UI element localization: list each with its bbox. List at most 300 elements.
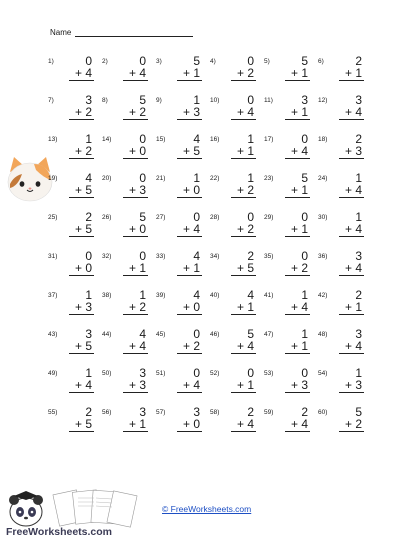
name-row <box>50 27 193 37</box>
problem-top-operand: 0 <box>301 249 308 263</box>
problem-number: 27) <box>156 214 166 221</box>
problem-bottom-operand: + 1 <box>182 66 200 80</box>
problem-item <box>318 171 368 201</box>
problem-bottom-operand: + 4 <box>74 378 92 392</box>
problem-item <box>102 93 152 123</box>
problem-answer-line <box>339 431 364 432</box>
problem-answer-line <box>123 431 148 432</box>
problem-top-operand: 0 <box>193 327 200 341</box>
problem-item <box>264 249 314 279</box>
problem-number: 32) <box>102 253 112 260</box>
problem-item <box>318 288 368 318</box>
problem-bottom-operand: + 2 <box>344 417 362 431</box>
problem-top-operand: 4 <box>247 288 254 302</box>
problem-bottom-operand: + 3 <box>128 183 146 197</box>
problem-item <box>156 210 206 240</box>
problem-top-operand: 0 <box>139 249 146 263</box>
problem-answer-line <box>177 353 202 354</box>
problem-bottom-operand: + 4 <box>344 105 362 119</box>
problem-item <box>318 210 368 240</box>
problem-item <box>102 288 152 318</box>
problem-item <box>318 132 368 162</box>
problem-top-operand: 3 <box>355 327 362 341</box>
problem-item <box>102 132 152 162</box>
problem-bottom-operand: + 3 <box>290 378 308 392</box>
problem-answer-line <box>123 119 148 120</box>
problem-bottom-operand: + 0 <box>182 183 200 197</box>
problem-answer-line <box>231 80 256 81</box>
problem-bottom-operand: + 1 <box>236 144 254 158</box>
problem-item <box>156 366 206 396</box>
problem-item <box>48 210 98 240</box>
problem-answer-line <box>231 431 256 432</box>
problem-top-operand: 2 <box>355 54 362 68</box>
problem-top-operand: 0 <box>247 93 254 107</box>
problem-bottom-operand: + 5 <box>74 183 92 197</box>
problem-answer-line <box>123 353 148 354</box>
problem-answer-line <box>339 80 364 81</box>
problem-top-operand: 2 <box>247 249 254 263</box>
problem-bottom-operand: + 0 <box>182 300 200 314</box>
problem-bottom-operand: + 1 <box>236 378 254 392</box>
problem-answer-line <box>123 392 148 393</box>
problem-answer-line <box>339 314 364 315</box>
problem-bottom-operand: + 4 <box>128 66 146 80</box>
problem-answer-line <box>231 275 256 276</box>
problem-item <box>156 405 206 435</box>
problem-number: 13) <box>48 136 58 143</box>
problem-number: 10) <box>210 97 220 104</box>
problem-item <box>102 366 152 396</box>
problem-answer-line <box>177 314 202 315</box>
problem-top-operand: 1 <box>301 288 308 302</box>
problem-top-operand: 1 <box>193 93 200 107</box>
problem-number: 56) <box>102 409 112 416</box>
problem-bottom-operand: + 3 <box>344 144 362 158</box>
problem-number: 37) <box>48 292 58 299</box>
problem-item <box>156 93 206 123</box>
problem-number: 42) <box>318 292 328 299</box>
panda-icon <box>9 491 43 526</box>
problem-item <box>318 54 368 84</box>
problem-number: 22) <box>210 175 220 182</box>
problem-number: 53) <box>264 370 274 377</box>
problem-answer-line <box>123 158 148 159</box>
problem-number: 51) <box>156 370 166 377</box>
problem-top-operand: 3 <box>193 405 200 419</box>
problem-number: 36) <box>318 253 328 260</box>
problem-top-operand: 0 <box>247 54 254 68</box>
problem-answer-line <box>231 197 256 198</box>
problem-answer-line <box>285 314 310 315</box>
problem-bottom-operand: + 1 <box>344 300 362 314</box>
problem-bottom-operand: + 4 <box>344 183 362 197</box>
problem-number: 59) <box>264 409 274 416</box>
problem-answer-line <box>177 236 202 237</box>
problem-number: 12) <box>318 97 328 104</box>
problem-top-operand: 3 <box>85 327 92 341</box>
problem-bottom-operand: + 2 <box>128 105 146 119</box>
problem-number: 46) <box>210 331 220 338</box>
problem-bottom-operand: + 1 <box>182 261 200 275</box>
problem-number: 48) <box>318 331 328 338</box>
problem-top-operand: 1 <box>139 288 146 302</box>
footer-link[interactable]: © FreeWorksheets.com <box>162 504 252 514</box>
problem-top-operand: 2 <box>355 132 362 146</box>
problem-item <box>318 327 368 357</box>
problem-answer-line <box>285 80 310 81</box>
problem-answer-line <box>123 314 148 315</box>
problem-top-operand: 1 <box>85 132 92 146</box>
problem-answer-line <box>231 119 256 120</box>
problem-number: 6) <box>318 58 324 65</box>
problem-number: 8) <box>102 97 108 104</box>
problem-bottom-operand: + 2 <box>290 261 308 275</box>
problem-item <box>264 288 314 318</box>
problem-top-operand: 0 <box>139 171 146 185</box>
problem-bottom-operand: + 5 <box>182 144 200 158</box>
problem-top-operand: 5 <box>139 93 146 107</box>
problem-item <box>156 288 206 318</box>
problem-item <box>210 132 260 162</box>
problem-item <box>264 93 314 123</box>
problem-number: 3) <box>156 58 162 65</box>
problem-item <box>102 210 152 240</box>
problem-number: 9) <box>156 97 162 104</box>
problem-item <box>264 54 314 84</box>
problem-number: 34) <box>210 253 220 260</box>
problem-number: 49) <box>48 370 58 377</box>
problem-item <box>48 54 98 84</box>
problem-number: 54) <box>318 370 328 377</box>
problem-number: 60) <box>318 409 328 416</box>
problem-item <box>156 132 206 162</box>
problem-top-operand: 5 <box>247 327 254 341</box>
problem-number: 52) <box>210 370 220 377</box>
problem-item <box>210 288 260 318</box>
problem-item <box>264 366 314 396</box>
problem-number: 33) <box>156 253 166 260</box>
problem-bottom-operand: + 4 <box>344 261 362 275</box>
problem-number: 11) <box>264 97 273 104</box>
problem-top-operand: 2 <box>301 405 308 419</box>
problem-answer-line <box>285 158 310 159</box>
problem-bottom-operand: + 4 <box>290 144 308 158</box>
problem-top-operand: 2 <box>247 405 254 419</box>
problem-answer-line <box>339 275 364 276</box>
problem-item <box>210 366 260 396</box>
problem-bottom-operand: + 1 <box>128 261 146 275</box>
problem-number: 31) <box>48 253 58 260</box>
problem-answer-line <box>285 431 310 432</box>
name-label: Name <box>50 28 72 37</box>
problem-top-operand: 3 <box>301 93 308 107</box>
problem-answer-line <box>123 197 148 198</box>
problem-number: 16) <box>210 136 220 143</box>
name-line <box>75 27 193 37</box>
problem-bottom-operand: + 4 <box>74 66 92 80</box>
problem-number: 57) <box>156 409 166 416</box>
problem-number: 17) <box>264 136 274 143</box>
problem-top-operand: 1 <box>355 366 362 380</box>
problem-answer-line <box>339 236 364 237</box>
problem-bottom-operand: + 4 <box>236 105 254 119</box>
problem-number: 14) <box>102 136 112 143</box>
problem-answer-line <box>231 158 256 159</box>
problem-item <box>318 93 368 123</box>
problem-answer-line <box>177 158 202 159</box>
problem-number: 5) <box>264 58 270 65</box>
problem-top-operand: 0 <box>139 132 146 146</box>
problem-bottom-operand: + 0 <box>128 222 146 236</box>
problem-bottom-operand: + 4 <box>290 300 308 314</box>
problem-bottom-operand: + 1 <box>290 183 308 197</box>
problem-item <box>210 405 260 435</box>
problem-item <box>210 210 260 240</box>
problem-top-operand: 1 <box>247 171 254 185</box>
problem-bottom-operand: + 5 <box>74 339 92 353</box>
problem-top-operand: 0 <box>301 366 308 380</box>
problem-top-operand: 0 <box>193 210 200 224</box>
problem-bottom-operand: + 1 <box>290 339 308 353</box>
footer-logo <box>4 488 150 538</box>
problem-item <box>264 327 314 357</box>
problem-top-operand: 1 <box>301 327 308 341</box>
problem-number: 18) <box>318 136 328 143</box>
problem-bottom-operand: + 2 <box>236 183 254 197</box>
problem-number: 45) <box>156 331 166 338</box>
problem-answer-line <box>69 158 94 159</box>
problem-number: 4) <box>210 58 216 65</box>
problem-top-operand: 3 <box>139 405 146 419</box>
problem-number: 28) <box>210 214 220 221</box>
problem-bottom-operand: + 1 <box>290 105 308 119</box>
problem-item <box>210 93 260 123</box>
problem-answer-line <box>231 392 256 393</box>
problem-top-operand: 5 <box>193 54 200 68</box>
problem-bottom-operand: + 5 <box>236 261 254 275</box>
problem-answer-line <box>177 197 202 198</box>
problem-bottom-operand: + 3 <box>74 300 92 314</box>
problem-answer-line <box>69 353 94 354</box>
problem-item <box>48 93 98 123</box>
problem-answer-line <box>285 353 310 354</box>
problem-bottom-operand: + 2 <box>74 105 92 119</box>
problem-item <box>264 210 314 240</box>
problem-answer-line <box>123 80 148 81</box>
problem-top-operand: 0 <box>85 249 92 263</box>
problem-bottom-operand: + 4 <box>236 417 254 431</box>
problem-number: 1) <box>48 58 54 65</box>
problem-item <box>102 327 152 357</box>
problem-number: 21) <box>156 175 166 182</box>
problem-answer-line <box>231 353 256 354</box>
problem-top-operand: 2 <box>85 210 92 224</box>
problem-top-operand: 5 <box>301 54 308 68</box>
problem-bottom-operand: + 1 <box>344 66 362 80</box>
problem-number: 29) <box>264 214 274 221</box>
problem-answer-line <box>123 275 148 276</box>
problem-item <box>48 288 98 318</box>
problem-top-operand: 0 <box>247 210 254 224</box>
problem-top-operand: 1 <box>193 171 200 185</box>
problem-answer-line <box>285 275 310 276</box>
problem-bottom-operand: + 4 <box>182 222 200 236</box>
problem-top-operand: 4 <box>193 132 200 146</box>
problem-answer-line <box>69 80 94 81</box>
problem-top-operand: 3 <box>139 366 146 380</box>
problem-item <box>264 132 314 162</box>
problem-top-operand: 5 <box>355 405 362 419</box>
problem-bottom-operand: + 3 <box>344 378 362 392</box>
problem-bottom-operand: + 4 <box>128 339 146 353</box>
problem-top-operand: 2 <box>355 288 362 302</box>
problem-top-operand: 3 <box>85 93 92 107</box>
problem-top-operand: 0 <box>301 132 308 146</box>
problem-top-operand: 3 <box>355 93 362 107</box>
problem-answer-line <box>231 236 256 237</box>
problem-answer-line <box>69 236 94 237</box>
problem-answer-line <box>339 353 364 354</box>
problem-top-operand: 0 <box>193 366 200 380</box>
problem-top-operand: 4 <box>193 249 200 263</box>
problem-bottom-operand: + 2 <box>236 66 254 80</box>
problem-answer-line <box>285 236 310 237</box>
problem-top-operand: 4 <box>193 288 200 302</box>
problem-item <box>318 366 368 396</box>
problem-top-operand: 0 <box>247 366 254 380</box>
problem-bottom-operand: + 0 <box>128 144 146 158</box>
problem-item <box>102 249 152 279</box>
problem-bottom-operand: + 4 <box>182 378 200 392</box>
problem-number: 50) <box>102 370 112 377</box>
problems-grid <box>48 54 368 431</box>
problem-answer-line <box>177 275 202 276</box>
problem-item <box>156 249 206 279</box>
problem-number: 40) <box>210 292 220 299</box>
problem-bottom-operand: + 1 <box>128 417 146 431</box>
problem-item <box>210 327 260 357</box>
problem-number: 44) <box>102 331 112 338</box>
problem-top-operand: 1 <box>85 288 92 302</box>
problem-number: 24) <box>318 175 328 182</box>
problem-bottom-operand: + 3 <box>182 105 200 119</box>
problem-bottom-operand: + 2 <box>236 222 254 236</box>
problem-bottom-operand: + 3 <box>128 378 146 392</box>
problem-bottom-operand: + 4 <box>344 222 362 236</box>
problem-number: 25) <box>48 214 58 221</box>
problem-item <box>156 171 206 201</box>
problem-bottom-operand: + 2 <box>128 300 146 314</box>
problem-number: 15) <box>156 136 166 143</box>
problem-answer-line <box>177 119 202 120</box>
problem-top-operand: 0 <box>85 54 92 68</box>
problem-item <box>48 366 98 396</box>
problem-top-operand: 2 <box>85 405 92 419</box>
problem-answer-line <box>177 392 202 393</box>
problem-item <box>102 54 152 84</box>
problem-item <box>264 405 314 435</box>
problem-answer-line <box>285 392 310 393</box>
problem-top-operand: 1 <box>85 366 92 380</box>
problem-answer-line <box>123 236 148 237</box>
problem-item <box>264 171 314 201</box>
problem-number: 58) <box>210 409 220 416</box>
problem-number: 20) <box>102 175 112 182</box>
problem-item <box>318 249 368 279</box>
problem-answer-line <box>339 197 364 198</box>
problem-bottom-operand: + 4 <box>236 339 254 353</box>
problem-top-operand: 3 <box>355 249 362 263</box>
problem-answer-line <box>339 392 364 393</box>
problem-bottom-operand: + 1 <box>236 300 254 314</box>
problem-top-operand: 0 <box>139 54 146 68</box>
problem-item <box>102 171 152 201</box>
problem-number: 39) <box>156 292 166 299</box>
problem-bottom-operand: + 0 <box>74 261 92 275</box>
problem-item <box>318 405 368 435</box>
problem-number: 19) <box>48 175 58 182</box>
problem-item <box>102 405 152 435</box>
problem-top-operand: 4 <box>139 327 146 341</box>
problem-bottom-operand: + 5 <box>74 417 92 431</box>
problem-item <box>210 171 260 201</box>
problem-answer-line <box>339 119 364 120</box>
problem-number: 7) <box>48 97 54 104</box>
problem-bottom-operand: + 1 <box>290 222 308 236</box>
problem-item <box>210 54 260 84</box>
worksheet-thumbnails-icon <box>53 490 137 527</box>
problem-item <box>48 171 98 201</box>
problem-bottom-operand: + 0 <box>182 417 200 431</box>
problem-item <box>48 327 98 357</box>
problem-number: 38) <box>102 292 112 299</box>
footer-logo-text: FreeWorksheets.com <box>6 526 113 538</box>
problem-top-operand: 0 <box>301 210 308 224</box>
problem-answer-line <box>69 314 94 315</box>
problem-top-operand: 1 <box>247 132 254 146</box>
problem-answer-line <box>177 80 202 81</box>
problem-item <box>156 54 206 84</box>
problem-number: 55) <box>48 409 58 416</box>
problem-answer-line <box>69 275 94 276</box>
problem-answer-line <box>69 119 94 120</box>
problem-answer-line <box>69 431 94 432</box>
problem-bottom-operand: + 5 <box>74 222 92 236</box>
problem-bottom-operand: + 1 <box>290 66 308 80</box>
problem-number: 26) <box>102 214 112 221</box>
problem-number: 30) <box>318 214 328 221</box>
problem-number: 43) <box>48 331 58 338</box>
problem-number: 47) <box>264 331 274 338</box>
problem-number: 41) <box>264 292 274 299</box>
problem-bottom-operand: + 4 <box>290 417 308 431</box>
problem-bottom-operand: + 2 <box>74 144 92 158</box>
problem-top-operand: 4 <box>85 171 92 185</box>
problem-answer-line <box>69 392 94 393</box>
problem-answer-line <box>177 431 202 432</box>
problem-item <box>210 249 260 279</box>
problem-number: 23) <box>264 175 274 182</box>
problem-answer-line <box>69 197 94 198</box>
problem-answer-line <box>285 119 310 120</box>
problem-top-operand: 5 <box>139 210 146 224</box>
problem-number: 35) <box>264 253 274 260</box>
problem-top-operand: 1 <box>355 210 362 224</box>
problem-item <box>156 327 206 357</box>
problem-bottom-operand: + 2 <box>182 339 200 353</box>
problem-answer-line <box>231 314 256 315</box>
